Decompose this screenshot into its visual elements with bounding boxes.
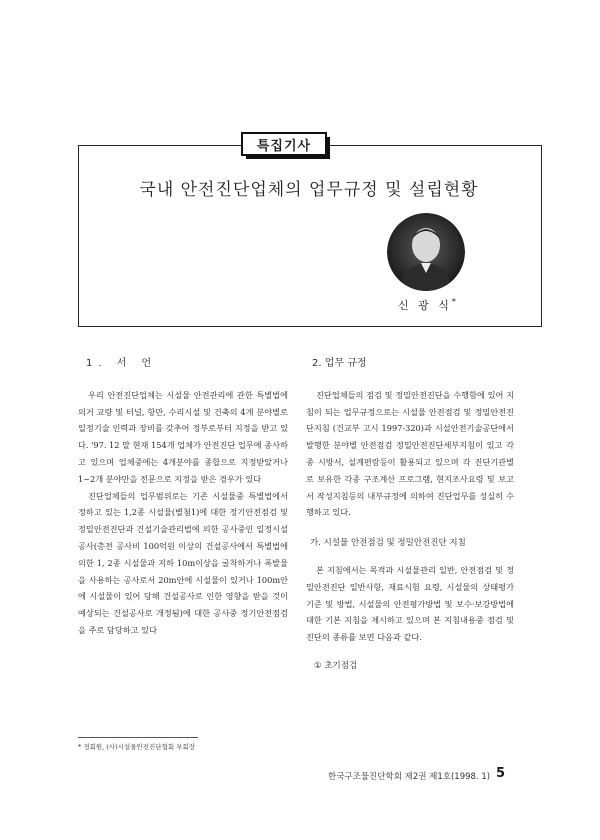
intro-paragraph-1: 우리 안전진단업체는 시설물 안전관리에 관한 특별법에 의거 교량 및 터널, 항만, 수리시설 및 건축의 4개 분야별로 일정기술 인력과 장비를 갖추어 정부로부터 지정을 받고 있다. '97. 12 말 현재 154개 업체가 안전진단 업무에 종사하고 있으며 업체중에는 4개분야를 종합으로 지정받았거나 1~2개 분야만을 전문으로 지정을 받은 경우가 있다 xyxy=(78,389,288,484)
rules-paragraph-2: 본 지침에서는 목적과 시설물관리 일반, 안전점검 및 정밀안전진단 일반사항, 재료시험 요령, 시설물의 상태평가 기준 및 방법, 시설물의 안전평가방법 및 보수·보강방법에 대한 기본 지침을 제시하고 있으며 본 지침내용중 점검 및 진단의 종류를 보면 다음과 같다. xyxy=(306,564,514,643)
list-item-initial-inspection: ① 초기점검 xyxy=(314,660,358,671)
page-number: 5 xyxy=(496,766,506,781)
author-portrait-icon xyxy=(387,213,465,291)
intro-paragraph-2: 진단업체들의 업무범위로는 기존 시설물중 특별법에서 정하고 있는 1,2종 시설물(별첨1)에 대한 정기안전점검 및 정밀안전진단과 건설기술관리법에 의한 공사중인 일정시설공사(총전 공사비 100억원 이상의 건설공사에서 특별법에 의한 1, 2종 시설물과 지하 10m이상을 굴착하거나 폭발물을 사용하는 공사로서 20m안에 시설물이 있거나 100m안에 시설물이 있어 당해 건설공사로 인한 영향을 받을 것이 예상되는 건설공사로 개정됨)에 대한 공사중 정기안전점검을 주로 담당하고 있다 xyxy=(78,490,288,635)
section-heading-intro: 1. 서 언 xyxy=(86,358,158,369)
journal-citation: 한국구조물진단학회 제2권 제1호(1998. 1) xyxy=(328,772,491,782)
author-photo xyxy=(387,213,465,291)
title-box xyxy=(78,145,542,327)
article-title: 국내 안전진단업체의 업무규정 및 설립현황 xyxy=(139,180,479,200)
footnote-divider xyxy=(78,737,198,738)
footnote: * 정회원, (사)시설물안전진단협회 부회장 xyxy=(78,743,196,751)
section-badge: 특집기사 xyxy=(241,132,327,156)
right-column xyxy=(306,356,514,675)
author-name-text: 신 광 식 xyxy=(398,299,452,312)
author-footnote-mark: * xyxy=(451,297,456,307)
rules-paragraph-1: 진단업체들의 점검 및 정밀안전진단을 수행함에 있어 지침이 되는 업무규정으로는 시설물 안전점검 및 정밀안전진단지침 (건교부 고시 1997-320)과 시설안전기술공단에서 발행한 분야별 안전점검 정밀안전진단세부지침이 있고 각종 시방서, 설계편람등이 활용되고 있으며 각 진단기관별로 보유한 각종 구조계산 프로그램, 현지조사요령 및 보고서 작성지침등의 내부규정에 의하여 진단업무를 성실히 수행하고 있다. xyxy=(306,389,514,518)
author-name xyxy=(398,297,456,313)
subsection-heading: 가. 시설물 안전점검 및 정밀안전진단 지침 xyxy=(310,538,466,549)
section-heading-rules: 2. 업무 규정 xyxy=(312,358,367,369)
left-column xyxy=(78,356,288,639)
